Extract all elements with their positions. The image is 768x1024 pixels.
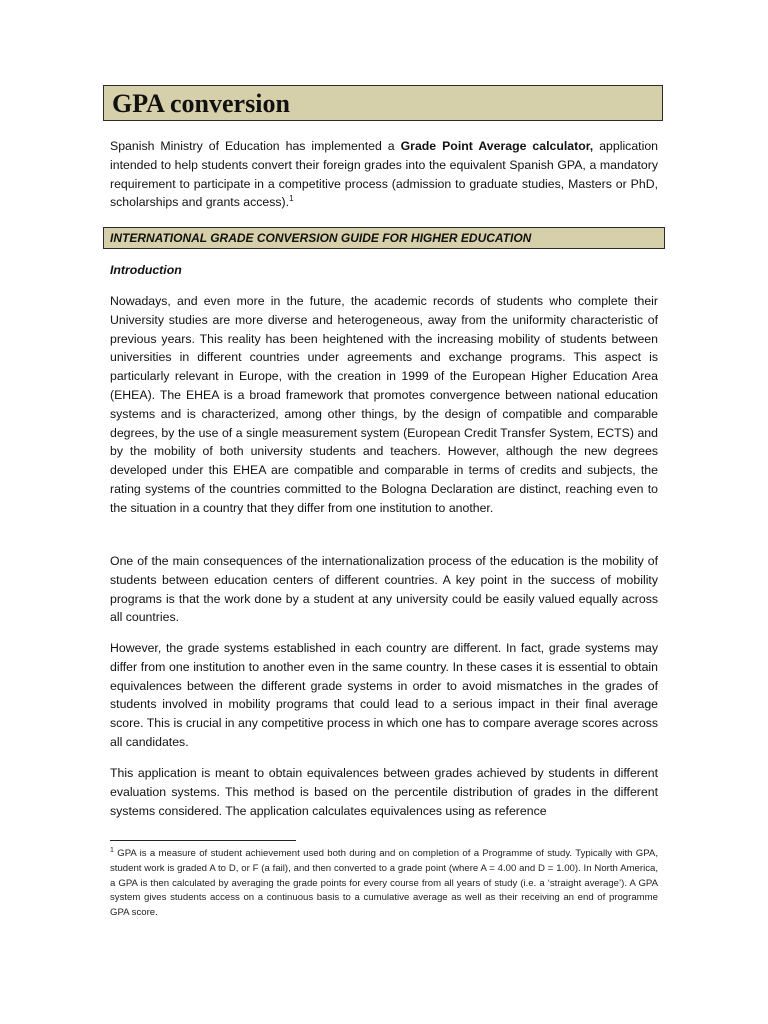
footnote-ref: 1 — [289, 194, 294, 204]
footnote — [110, 847, 658, 921]
body-paragraph: Nowadays, and even more in the future, the academic records of students who complete their University studies are more diverse and heterogeneous, away from the uniformity characteristic of previous years. This reality has been heightened with the increasing mobility of students between universities in different countries under agreements and exchange programs. This aspect is particularly relevant in Europe, with the creation in 1999 of the European Higher Education Area (EHEA). The EHEA is a broad framework that promotes convergence between national education systems and is characterized, among other things, by the design of compatible and comparable degrees, by the use of a single measurement system (European Credit Transfer System, ECTS) and by the mobility of both university students and teachers. However, although the new degrees developed under this EHEA are compatible and comparable in terms of credits and subjects, the rating systems of the countries committed to the Bologna Declaration are distinct, reaching even to the situation in a country that they differ from one institution to another. — [110, 294, 658, 515]
intro-text-before: Spanish Ministry of Education has implemented a — [110, 139, 401, 153]
body-paragraph: This application is meant to obtain equivalences between grades achieved by students in different evaluation systems. This method is based on the percentile distribution of grades in the different systems considered. The application calculates equivalences using as reference — [110, 766, 658, 818]
footnote-marker: 1 — [110, 846, 114, 854]
page-title: GPA conversion — [112, 89, 290, 118]
section-header-box — [103, 227, 665, 249]
title-banner — [103, 85, 663, 121]
body-paragraph: However, the grade systems established in each country are different. In fact, grade systems may differ from one institution to another even in the same country. In these cases it is essential to obtain equivalences between the different grade systems in order to avoid mismatches in the grades of students involved in mobility programs that could lead to a serious impact in their final average score. This is crucial in any competitive process in which one has to compare average scores across all candidates. — [110, 641, 658, 749]
footnote-divider — [110, 840, 296, 841]
intro-bold-text: Grade Point Average calculator, — [400, 139, 594, 153]
introduction-heading: Introduction — [110, 263, 182, 277]
intro-text-after: application intended to help students convert their foreign grades into the equivalent Spanish GPA, a mandatory requirement to participate in a competitive process (admission to graduate studies, Masters or PhD, scholarships and grants access). — [110, 139, 658, 210]
section-title: INTERNATIONAL GRADE CONVERSION GUIDE FOR HIGHER EDUCATION — [110, 231, 532, 245]
footnote-text: GPA is a measure of student achievement used both during and on completion of a Programme of study. Typically with GPA, student work is graded A to D, or F (a fail), and then converted to a grade point (where A = 4.00 and D = 1.00). In North America, a GPA is then calculated by averaging the grade points for every course from all years of study (i.e. a ‘straight average’). A GPA system gives students access on a continuous basis to a cumulative average as well as their receiving an end of programme GPA score. — [110, 848, 658, 919]
body-paragraph: One of the main consequences of the internationalization process of the education is the mobility of students between education centers of different countries. A key point in the success of mobility programs is that the work done by a student at any university could be easily valued equally across all countries. — [110, 554, 658, 625]
intro-paragraph — [110, 137, 658, 212]
